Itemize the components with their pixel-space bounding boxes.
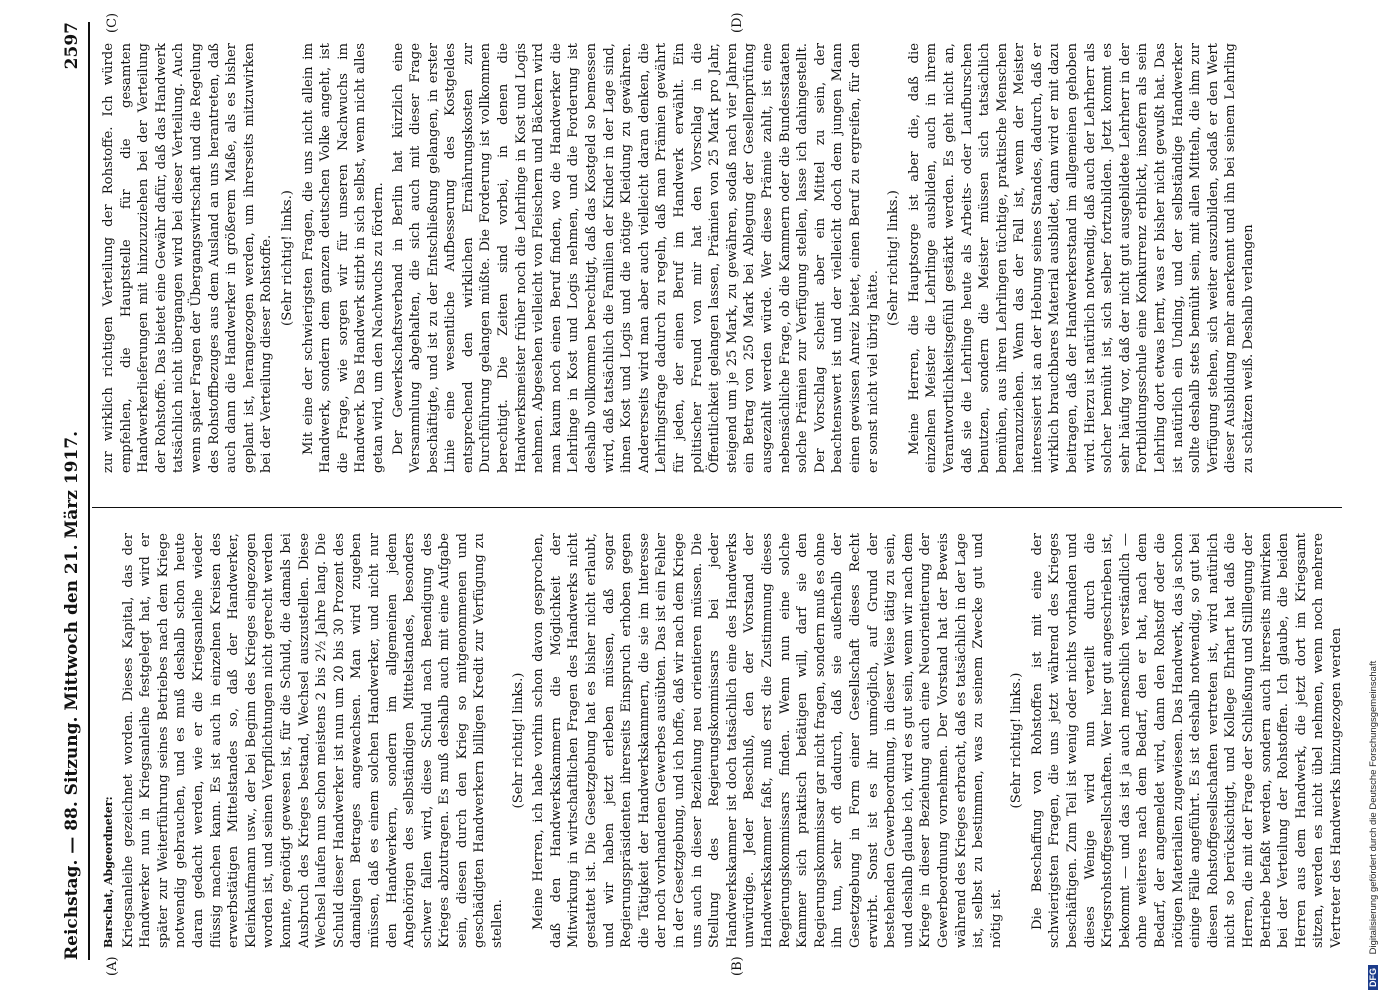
header-title: Reichstag. — 88. Sitzung. Mittwoch den 21. März 1917. (62, 430, 82, 960)
page-header (60, 22, 90, 960)
margin-mark-a: (A) (105, 956, 120, 976)
interjection: (Sehr richtig! links.) (886, 190, 902, 326)
paragraph: Der Gewerkschaftsverband in Berlin hat kürzlich eine Versammlung abgehalten, die sich auch mit dieser Frage beschäftigte, und ist zu der Entschließung gelangen, in erster Linie eine wesentliche Aufbesserung des Kostgeldes entsprechend den wirklichen Ernährungskosten zur Durchführung gelangen müßte. Die Forderung ist vollkommen berechtigt. Die Zeiten sind vorbei, in denen die Handwerksmeister früher noch die Lehrlinge in Kost und Logis nehmen. Abgesehen vielleicht von Fleischern und Bäckern wird man kaum noch einen Beruf finden, wo die Handwerker die Lehrlinge in Kost und Logis nehmen, und die Forderung ist deshalb vollkommen berechtigt, daß das Kostgeld so bemessen wird, daß tatsächlich die Familien der Kinder in der Lage sind, ihnen Kost und Logis und die nötige Kleidung zu gewähren. Andererseits wird man aber auch vielleicht daran denken, die Lehrlingsfrage dadurch zu regeln, daß man Prämien gewährt für jeden, der einen Beruf im Handwerk erwählt. Ein politischer Freund von mir hat den Vorschlag in die Öffentlichkeit gelangen lassen, Prämien von 25 Mark pro Jahr, steigend um je 25 Mark, zu gewähren, sodaß nach vier Jahren ein Betrag von 250 Mark bei Ablegung der Gesellenprüfung ausgezahlt werden würde. Wer diese Prämie zahlt, ist eine nebensächliche Frage, ob die Kammern oder die Bundesstaaten solche Prämien zur Verfügung stellen, lasse ich dahingestellt. Der Vorschlag scheint aber ein Mittel zu sein, der beachtenswert ist und der vielleicht doch dem jungen Mann einen gewissen Anreiz bietet, einen Beruf zu ergreifen, für den er sonst nicht viel übrig hätte. (390, 43, 881, 473)
column-left (100, 533, 1344, 948)
paragraph: Meine Herren, die Hauptsorge ist aber die, daß die einzelnen Meister die Lehrlinge ausbilden, auch in ihrem Verantwortlichkeitsgefühl gestärkt werden. Es geht nicht an, daß sie die Lehrlinge heute als Arbeits- oder Laufburschen benutzen, sondern die Meister müssen sich tatsächlich bemühen, aus ihren Lehrlingen tüchtige, praktische Menschen heranzuziehen. Wenn das der Fall ist, wenn der Meister interessiert ist an der Hebung seines Standes, dadurch, daß er wirklich brauchbares Material ausbildet, dann wird er mit dazu beitragen, daß der Handwerkerstand im allgemeinen gehoben wird. Hierzu ist natürlich notwendig, daß auch der Lehrherr als solcher bemüht ist, sich selber fortzubilden. Jetzt kommt es sehr häufig vor, daß der nicht gut ausgebildete Lehrherr in der Fortbildungsschule eine Konkurrenz erblickt, insofern als sein Lehrling dort etwas lernt, was er bisher nicht gewußt hat. Das ist natürlich ein Unding, und der selbständige Handwerker sollte deshalb stets bemüht sein, mit allen Mitteln, die ihm zur Verfügung stehen, sich weiter auszubilden, sodaß er den Wert dieser Ausbildung mehr anerkennt und ihn bei seinem Lehrling zu schätzen weiß. Deshalb verlangen (906, 43, 1256, 473)
margin-mark-d: (D) (730, 12, 745, 33)
column-divider (92, 507, 1342, 508)
paragraph: Kriegsanleihe gezeichnet worden. Dieses Kapital, das der Handwerker nun in Kriegsanleihe festgelegt hat, wird er später zur Weiterführung seines Betriebes nach dem Kriege notwendig gebrauchen, und es muß deshalb schon heute daran gedacht werden, wie er die Kriegsanleihe wieder flüssig machen kann. Es ist auch in einzelnen Kreisen des erwerbstätigen Mittelstandes so, daß der Handwerker, Kleinkaufmann usw., der bei Beginn des Krieges eingezogen worden ist, und seinen Verpflichtungen nicht gerecht werden konnte, genötigt gewesen ist, für die Schuld, die damals bei Ausbruch des Krieges bestand, Wechsel auszustellen. Diese Wechsel laufen nun schon meistens 2 bis 2½ Jahre lang. Die Schuld dieser Handwerker ist nun um 20 bis 30 Prozent des damaligen Betrages angewachsen. Man wird zugeben müssen, daß es einem solchen Handwerker, und nicht nur den Handwerkern, sondern im allgemeinen jedem Angehörigen des selbständigen Mittelstandes, besonders schwer fallen wird, diese Schuld nach Beendigung des Krieges abzutragen. Es muß deshalb auch mit eine Aufgabe sein, diesen durch den Krieg so mitgenommenen und geschädigten Handwerkern billigen Kredit zur Verfügung zu stellen. (120, 533, 506, 948)
interjection: (Sehr richtig! links.) (1009, 672, 1025, 809)
rotated-page (40, 8, 1360, 978)
paragraph (100, 533, 118, 948)
paragraph: Meine Herren, ich habe vorhin schon davon gesprochen, daß den Handwerkskammern die Möglichkeit der Mitwirkung in wirtschaftlichen Fragen des Handwerks nicht gestattet ist. Die Gesetzgebung hat es bisher nicht erlaubt, und wir haben jetzt erleben müssen, daß sogar Regierungspräsidenten ihrerseits Einspruch erhoben gegen die Tätigkeit der Handwerkskammern, die sie im Interesse der noch vorhandenen Gewerbes ausübten. Das ist ein Fehler in der Gesetzgebung, und ich hoffe, daß wir nach dem Kriege uns auch in dieser Beziehung neu orientieren müssen. Die Stellung des Regierungskommissars bei jeder Handwerkskammer ist doch tatsächlich eine des Handwerks unwürdige. Jeder Beschluß, den der Vorstand der Handwerkskammer faßt, muß erst die Zustimmung dieses Regierungskommissars finden. Wenn nun eine solche Kammer sich praktisch betätigen will, darf sie den Regierungskommissar gar nicht fragen, sondern muß es ohne ihn tun, sehr oft dadurch, daß sie außerhalb der Gesetzgebung in Form einer Gesellschaft dieses Recht erwirbt. Sonst ist es ihr unmöglich, auf Grund der bestehenden Gewerbeordnung, in dieser Weise tätig zu sein, und deshalb glaube ich, wird es gut sein, wenn wir nach dem Kriege in dieser Beziehung auch eine Neuorientierung der Gewerbeordnung vornehmen. Der Vorstand hat der Beweis während des Krieges erbracht, daß es tatsächlich in der Lage ist, selbst zu bestimmen, was zu seinem Zwecke gut und nötig ist. (531, 533, 1004, 948)
page-number: 2597 (62, 22, 82, 70)
margin-mark-c: (C) (105, 12, 120, 33)
paragraph: Die Beschaffung von Rohstoffen ist mit eine der schwierigsten Fragen, die uns jetzt während des Krieges beschäftigen. Zum Teil ist wenig oder nichts vorhanden und dieses Wenige wird nun verteilt durch die Kriegsrohstoffgesellschaften. Wer hier gut angeschrieben ist, bekommt — und das ist ja auch menschlich verständlich — ohne weiteres nach dem Bedarf, den er hat, nach dem Bedarf, der angemeldet wird, dann den Rohstoff oder die nötigen Materialien zugewiesen. Das Handwerk, das ja schon einige Fälle angeführt. Es ist deshalb notwendig, so gut bei diesen Rohstoffgesellschaften vertreten ist, wird natürlich nicht so berücksichtigt, und Kollege Ehrhart hat daß die Herren, die mit der Frage der Schließung und Stilllegung der Betriebe befaßt werden, sondern auch ihrerseits mitwirken bei der Verteilung der Rohstoffen. Ich glaube, die beiden Herren aus dem Handwerk, die jetzt dort im Kriegsamt sitzen, werden es nicht übel nehmen, wenn noch mehrere Vertreter des Handwerks hinzugezogen werden (1029, 533, 1344, 948)
margin-mark-b: (B) (730, 956, 745, 976)
paragraph: Mit eine der schwierigsten Fragen, die uns nicht allein im Handwerk, sondern dem ganzen deutschen Volke angeht, ist die Frage, wie sorgen wir für unseren Nachwuchs im Handwerk. Das Handwerk stirbt in sich selbst, wenn nicht alles getan wird, um den Nachwuchs zu fördern. (300, 43, 386, 473)
speaker-label: Barschat, Abgeordneter: (102, 796, 115, 948)
interjection: (Sehr richtig! links.) (279, 190, 295, 326)
page-content (40, 8, 1360, 978)
paragraph: zur wirklich richtigen Verteilung der Rohstoffe. Ich würde empfehlen, die Hauptstelle für die gesamten Handwerkerlieferungen mit hinzuzuziehen bei der Verteilung der Rohstoffe. Das bietet eine Gewähr dafür, daß das Handwerk tatsächlich nicht übergangen wird bei dieser Verteilung. Auch wenn später Fragen der Übergangswirtschaft und die Regelung des Rohstoffbezuges aus dem Ausland an uns herantreten, daß auch dann die Handwerker in größerem Maße, als es bisher geplant ist, herangezogen werden, um ihrerseits mitzuwirken bei der Verteilung dieser Rohstoffe. (101, 43, 275, 473)
funding-note (1368, 10, 1380, 990)
interjection: (Sehr richtig! links.) (510, 672, 526, 809)
funding-note-text: Digitalisierung gefördert durch die Deutsche Forschungsgemeinschaft (1368, 660, 1379, 955)
column-right (100, 43, 1344, 473)
dfg-logo-badge: DFG (1368, 965, 1378, 990)
